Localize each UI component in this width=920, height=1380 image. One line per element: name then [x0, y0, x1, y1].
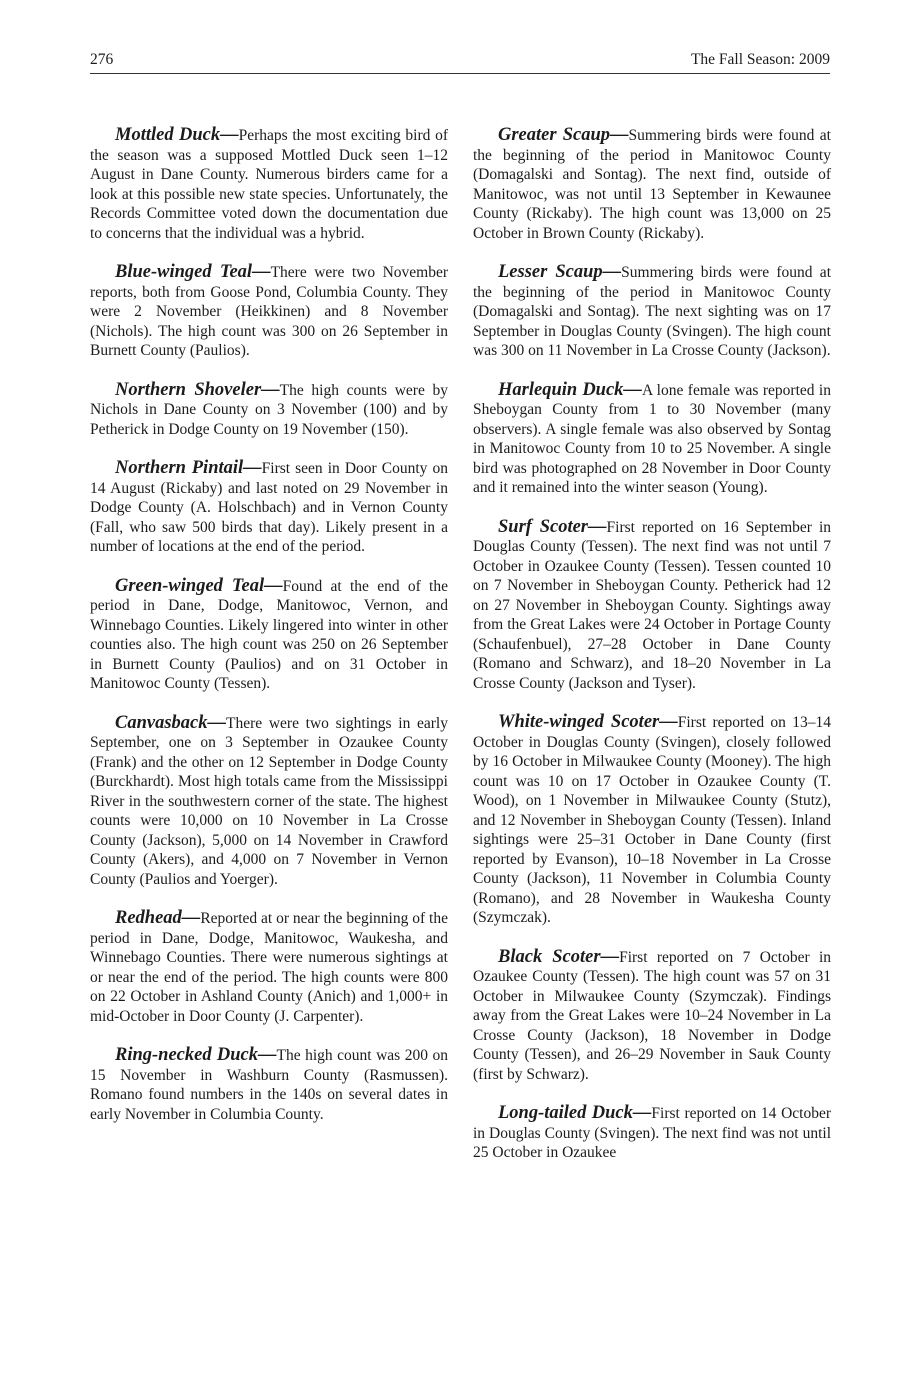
species-account: First reported on 7 October in Ozaukee County (Tessen). The high count was 57 on 31 October in Milwaukee County (Szymczak). Findings away from the Great Lakes were 10–24 November in La Crosse County (Jackson), 18 November in Dodge County (Tessen), and 26–29 November in Sauk County (first by Schwarz). [473, 948, 831, 1083]
right-column [473, 126, 831, 1183]
species-name: Northern Shoveler— [115, 379, 280, 400]
species-entry-long-tailed-duck [473, 1104, 831, 1163]
species-entry-blue-winged-teal [90, 263, 448, 361]
page-number: 276 [90, 51, 114, 68]
species-name: Harlequin Duck— [498, 379, 642, 400]
species-name: Greater Scaup— [498, 125, 629, 145]
species-name: Canvasback— [115, 712, 226, 733]
species-entry-black-scoter [473, 948, 831, 1085]
species-name: Blue-winged Teal— [115, 262, 271, 282]
species-entry-green-winged-teal [90, 577, 448, 694]
species-account: First reported on 13–14 October in Douglas County (Svingen), closely followed by 16 October in Milwaukee County (Mooney). The high count was 10 on 17 October in Ozaukee County (T. Wood), on 1 November in Milwaukee County (Stutz), and 12 November in Sheboygan County (Tessen). Inland sightings were 25–31 October in Dane County (first reported by Evanson), 10–18 November in La Crosse County (Jackson), 11 November in Columbia County (Romano), and 28 November in Waukesha County (Szymczak). [473, 714, 831, 926]
species-entry-mottled-duck [90, 126, 448, 243]
species-name: Ring-necked Duck— [115, 1045, 277, 1065]
species-account: The high count was 200 on 15 November in Washburn County (Rasmussen). Romano found numbers in the 140s on several dates in early November in Columbia County. [90, 1047, 448, 1123]
species-entry-lesser-scaup [473, 263, 831, 361]
species-account: There were two sightings in early September, one on 3 September in Ozaukee County (Frank) and the other on 12 September in Dodge County (Burckhardt). Most high totals came from the Mississippi River in the southwestern corner of the state. The highest counts were 10,000 on 10 November in La Crosse County (Jackson), 5,000 on 14 November in Crawford County (Akers), and 4,000 on 7 November in Vernon County (Paulios and Yoerger). [90, 714, 448, 888]
species-entry-redhead [90, 909, 448, 1026]
species-entry-canvasback [90, 714, 448, 890]
header-rule [90, 73, 830, 74]
species-entry-northern-shoveler [90, 381, 448, 440]
species-name: Surf Scoter— [498, 516, 607, 537]
species-account: The high counts were by Nichols in Dane County on 3 November (100) and by Petherick in Dodge County on 19 November (150). [90, 381, 448, 438]
species-account: Summering birds were found at the beginning of the period in Manitowoc County (Domagalski and Sontag). The next find, outside of Manitowoc, was not until 13 September in Kewaunee County (Rickaby). The high count was 13,000 on 25 October in Brown County (Rickaby). [473, 127, 831, 242]
species-name: White-winged Scoter— [498, 712, 678, 732]
species-name: Northern Pintail— [115, 458, 262, 478]
species-account: There were two November reports, both from Goose Pond, Columbia County. They were 2 November (Heikkinen) and 8 November (Nichols). The high count was 300 on 26 September in Burnett County (Paulios). [90, 264, 448, 359]
journal-title: The Fall Season: 2009 [690, 51, 830, 68]
species-account: Reported at or near the beginning of the period in Dane, Dodge, Manitowoc, Waukesha, and Winnebago Counties. There were numerous sightings at or near the end of the period. The high counts were 800 on 22 October in Ashland County (Anich) and 1,000+ in mid-October in Door County (J. Carpenter). [90, 910, 448, 1025]
species-account: First reported on 16 September in Douglas County (Tessen). The next find was not until 7 October in Ozaukee County (Tessen). Tessen counted 10 on 7 November in Sheboygan County. Petherick had 12 on 27 November in Sheboygan County. Sightings away from the Great Lakes were 24 October in Portage County (Schaufenbuel), 27–28 October in Dane County (Romano and Schwarz), and 18–20 November in La Crosse County (Jackson and Tyser). [473, 518, 831, 692]
species-entry-white-winged-scoter [473, 713, 831, 928]
species-account: A lone female was reported in Sheboygan County from 1 to 30 November (many observers). A single female was also observed by Sontag in Manitowoc County from 10 to 25 November. A single bird was photographed on 28 November in Door County and it remained into the winter season (Young). [473, 381, 831, 496]
species-entry-northern-pintail [90, 459, 448, 557]
species-name: Redhead— [115, 908, 201, 928]
species-account: Found at the end of the period in Dane, Dodge, Manitowoc, Vernon, and Winnebago Counties. Likely lingered into winter in other counties also. The high count was 250 on 26 September in Burnett County (Paulios) and on 31 October in Manitowoc County (Tessen). [90, 577, 448, 692]
species-name: Long-tailed Duck— [498, 1103, 652, 1123]
left-column [90, 126, 448, 1144]
species-entry-harlequin-duck [473, 381, 831, 498]
species-account: Perhaps the most exciting bird of the season was a supposed Mottled Duck seen 1–12 August in Dane County. Numerous birders came for a look at this possible new state species. Unfortunately, the Records Committee voted down the documentation due to concerns that the individual was a hybrid. [90, 127, 448, 242]
running-head [90, 50, 830, 70]
species-entry-greater-scaup [473, 126, 831, 243]
species-name: Black Scoter— [498, 946, 620, 967]
species-account: First reported on 14 October in Douglas County (Svingen). The next find was not until 25 October in Ozaukee [473, 1105, 831, 1161]
species-name: Lesser Scaup— [498, 262, 622, 282]
species-entry-ring-necked-duck [90, 1046, 448, 1124]
species-account: First seen in Door County on 14 August (Rickaby) and last noted on 29 November in Dodge County (A. Holschbach) and in Vernon County (Fall, who saw 500 birds that day). Likely present in a number of locations at the end of the period. [90, 460, 448, 555]
species-name: Mottled Duck— [115, 125, 239, 145]
species-entry-surf-scoter [473, 518, 831, 694]
species-account: Summering birds were found at the beginning of the period in Manitowoc County (Domagalski and Sontag). The next sighting was on 17 September in Douglas County (Svingen). The high count was 300 on 11 November in La Crosse County (Jackson). [473, 264, 831, 359]
species-name: Green-winged Teal— [115, 575, 283, 596]
